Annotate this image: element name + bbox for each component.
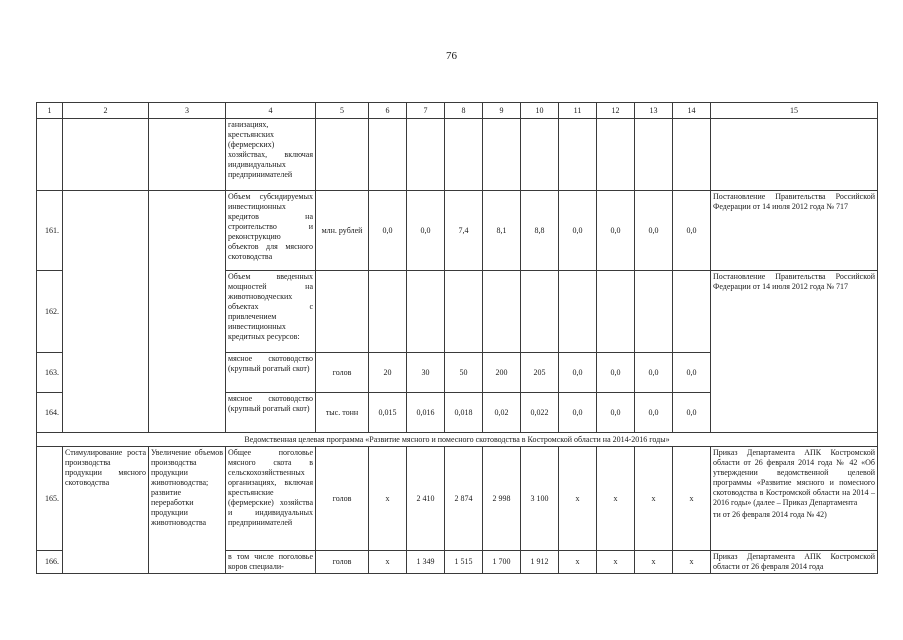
value-2012: x: [369, 551, 407, 574]
column-header: 12: [597, 103, 635, 119]
unit-cell: [316, 119, 369, 191]
value-2014: 1 515: [445, 551, 483, 574]
value-cell: [635, 119, 673, 191]
row-number-cell: [37, 119, 63, 191]
value-2015: 1 700: [483, 551, 521, 574]
row-number: 166.: [37, 551, 63, 574]
value-cell: [483, 271, 521, 353]
unit-cell: голов: [316, 353, 369, 393]
column-header: 11: [559, 103, 597, 119]
table-row: [37, 191, 878, 271]
value-2018: 0,0: [597, 191, 635, 271]
value-2019: 0,0: [635, 353, 673, 393]
section-title: Ведомственная целевая программа «Развитие мясного и помесного скотоводства в Костромской области на 2014-2016 годы»: [37, 433, 878, 447]
value-2016: 1 912: [521, 551, 559, 574]
value-2014: 0,018: [445, 393, 483, 433]
value-cell: [369, 119, 407, 191]
value-cell: [597, 271, 635, 353]
column-header: 15: [711, 103, 878, 119]
goal-cell: [63, 191, 149, 433]
value-cell: [635, 271, 673, 353]
source-text: Приказ Департамента АПК Костромской области от 26 февраля 2014 года № 42 «Об утверждении ведомственной целевой программы «Развитие мясного и помесного скотоводства в Костромской области на 2014 – 2016 годы» (далее – Приказ Департамента: [713, 448, 875, 507]
value-2014: 2 874: [445, 447, 483, 551]
column-header: 2: [63, 103, 149, 119]
value-2014: 50: [445, 353, 483, 393]
unit-cell: голов: [316, 551, 369, 574]
indicators-table: [36, 102, 878, 574]
value-2012: 20: [369, 353, 407, 393]
value-2012: 0,0: [369, 191, 407, 271]
table-row: [37, 119, 878, 191]
value-2015: 8,1: [483, 191, 521, 271]
column-header: 9: [483, 103, 521, 119]
column-header: 1: [37, 103, 63, 119]
value-2017: x: [559, 447, 597, 551]
unit-cell: [316, 271, 369, 353]
column-header: 14: [673, 103, 711, 119]
value-2017: 0,0: [559, 393, 597, 433]
row-number: 161.: [37, 191, 63, 271]
value-cell: [673, 119, 711, 191]
value-2016: 0,022: [521, 393, 559, 433]
value-2018: 0,0: [597, 393, 635, 433]
goal-cell: [63, 119, 149, 191]
value-2012: 0,015: [369, 393, 407, 433]
value-2018: x: [597, 447, 635, 551]
task-cell: [149, 191, 226, 433]
value-2017: x: [559, 551, 597, 574]
source-cell: [711, 119, 878, 191]
row-number: 163.: [37, 353, 63, 393]
column-header: 10: [521, 103, 559, 119]
value-2013: 0,0: [407, 191, 445, 271]
source-cell: Постановление Правительства Российской Федерации от 14 июля 2012 года № 717: [711, 191, 878, 271]
indicator-cell: Объем субсидируемых инвестиционных кредитов на строительство и реконструкцию объектов для мясного скотоводства: [226, 191, 316, 271]
value-2016: 3 100: [521, 447, 559, 551]
indicator-cell: ганизациях, крестьянских (фермерских) хозяйствах, включая индивидуальных предпринимателей: [226, 119, 316, 191]
value-cell: [407, 119, 445, 191]
indicator-cell: мясное скотоводство (крупный рогатый скот): [226, 353, 316, 393]
column-header: 5: [316, 103, 369, 119]
value-cell: [559, 119, 597, 191]
value-2020: x: [673, 447, 711, 551]
column-header: 7: [407, 103, 445, 119]
value-cell: [521, 271, 559, 353]
value-2012: x: [369, 447, 407, 551]
indicator-cell: Общее поголовье мясного скота в сельскохозяйственных организациях, включая крестьянские (фермерские) хозяйства и индивидуальных предпринимателей: [226, 447, 316, 551]
indicator-cell: мясное скотоводство (крупный рогатый скот): [226, 393, 316, 433]
page-number: 76: [446, 50, 457, 62]
indicator-cell: в том числе поголовье коров специали-: [226, 551, 316, 574]
value-2015: 200: [483, 353, 521, 393]
value-2017: 0,0: [559, 191, 597, 271]
column-number-row: [37, 103, 878, 119]
source-cell: Постановление Правительства Российской Федерации от 14 июля 2012 года № 717: [711, 271, 878, 433]
value-2013: 2 410: [407, 447, 445, 551]
indicator-cell: Объем введенных мощностей на животноводческих объектах с привлечением инвестиционных кредитных ресурсов:: [226, 271, 316, 353]
value-cell: [445, 271, 483, 353]
section-row: [37, 433, 878, 447]
value-2018: x: [597, 551, 635, 574]
column-header: 8: [445, 103, 483, 119]
unit-cell: голов: [316, 447, 369, 551]
source-cell: Приказ Департамента АПК Костромской области от 26 февраля 2014 года: [711, 551, 878, 574]
value-2013: 30: [407, 353, 445, 393]
value-2015: 2 998: [483, 447, 521, 551]
task-cell: Увеличение объемов производства продукции животноводства; развитие переработки продукции животноводства: [149, 447, 226, 574]
value-2014: 7,4: [445, 191, 483, 271]
task-cell: [149, 119, 226, 191]
value-2015: 0,02: [483, 393, 521, 433]
value-cell: [597, 119, 635, 191]
value-cell: [407, 271, 445, 353]
source-cell: [711, 447, 878, 551]
value-2019: 0,0: [635, 393, 673, 433]
row-number: 165.: [37, 447, 63, 551]
value-2017: 0,0: [559, 353, 597, 393]
value-2018: 0,0: [597, 353, 635, 393]
value-cell: [445, 119, 483, 191]
column-header: 6: [369, 103, 407, 119]
value-2016: 8,8: [521, 191, 559, 271]
unit-cell: млн. рублей: [316, 191, 369, 271]
value-cell: [673, 271, 711, 353]
row-number: 164.: [37, 393, 63, 433]
column-header: 4: [226, 103, 316, 119]
value-2020: x: [673, 551, 711, 574]
value-2016: 205: [521, 353, 559, 393]
value-2019: x: [635, 551, 673, 574]
value-2019: x: [635, 447, 673, 551]
value-2020: 0,0: [673, 393, 711, 433]
value-cell: [521, 119, 559, 191]
value-2020: 0,0: [673, 353, 711, 393]
row-number: 162.: [37, 271, 63, 353]
source-text-tail: ти от 26 февраля 2014 года № 42): [713, 510, 827, 519]
value-2019: 0,0: [635, 191, 673, 271]
table-row: [37, 447, 878, 551]
value-cell: [559, 271, 597, 353]
value-cell: [483, 119, 521, 191]
value-2013: 0,016: [407, 393, 445, 433]
column-header: 3: [149, 103, 226, 119]
goal-cell: Стимулирование роста производства продукции мясного скотоводства: [63, 447, 149, 574]
value-2020: 0,0: [673, 191, 711, 271]
value-cell: [369, 271, 407, 353]
unit-cell: тыс. тонн: [316, 393, 369, 433]
value-2013: 1 349: [407, 551, 445, 574]
column-header: 13: [635, 103, 673, 119]
